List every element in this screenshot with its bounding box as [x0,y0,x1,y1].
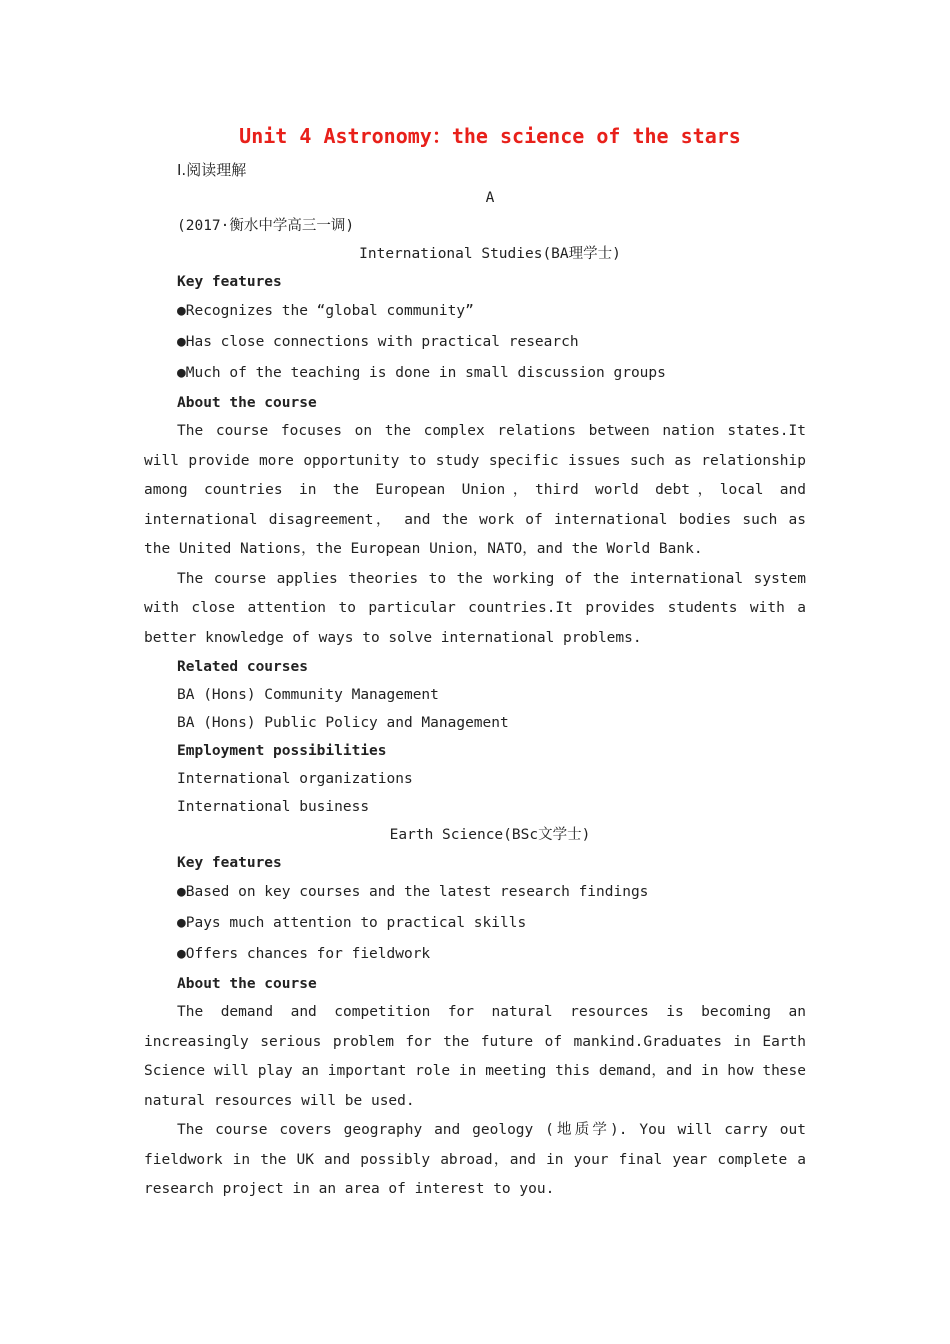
course2-feature: ●Offers chances for fieldwork [177,946,431,962]
course2-about-label: About the course [177,976,317,992]
unit-title: Unit 4 Astronomy：the science of the stars [239,124,741,148]
course2-heading: Earth Science(BSc文学士) [389,827,591,843]
course1-related-item: BA (Hons) Public Policy and Management [177,715,509,731]
course2-key-features-label: Key features [177,855,282,871]
course1-paragraph: The course focuses on the complex relations between nation states.It will provide more opportunity to study specific issues such as relationship among countries in the European Union，third world debt，local and international disagreement， and the work of international bodies such as the United Nations，the European Union，NATO，and the World Bank. [144,423,806,557]
passage-letter: A [485,190,495,206]
course2-paragraph: The demand and competition for natural resources is becoming an increasingly serious problem for the future of mankind.Graduates in Earth Science will play an important role in meeting this demand，and in how these natural resources will be used. [144,1004,806,1109]
document-page [144,118,806,1205]
course1-related-item: BA (Hons) Community Management [177,687,439,703]
course1-heading: International Studies(BA理学士) [359,246,621,262]
course1-feature: ●Much of the teaching is done in small discussion groups [177,365,666,381]
course1-related-label: Related courses [177,659,308,675]
course1-employment-label: Employment possibilities [177,743,387,759]
section-label: Ⅰ.阅读理解 [177,161,247,179]
passage-source: (2017·衡水中学高三一调) [177,218,355,234]
course1-feature: ●Recognizes the “global community” [177,303,474,319]
course1-key-features-label: Key features [177,274,282,290]
course1-feature: ●Has close connections with practical research [177,334,579,350]
course1-employment-item: International business [177,799,370,815]
course2-paragraph: The course covers geography and geology (地质学). You will carry out fieldwork in the UK and possibly abroad，and in your final year complete a research project in an area of interest to you. [144,1122,806,1197]
course1-employment-item: International organizations [177,771,413,787]
course2-feature: ●Pays much attention to practical skills [177,915,527,931]
course1-about-label: About the course [177,395,317,411]
course2-feature: ●Based on key courses and the latest research findings [177,884,649,900]
course1-paragraph: The course applies theories to the working of the international system with close attention to particular countries.It provides students with a better knowledge of ways to solve international problems. [144,570,806,646]
